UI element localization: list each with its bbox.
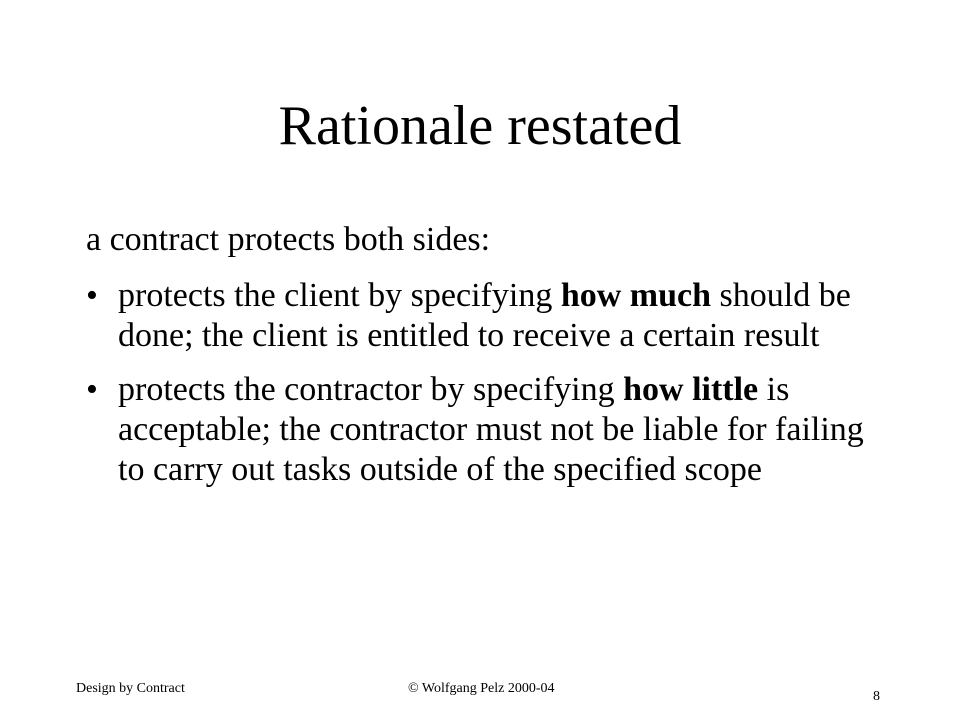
slide-content bbox=[86, 220, 886, 504]
bullet-emphasis: how little bbox=[623, 371, 759, 408]
bullet-dot-icon: • bbox=[86, 371, 98, 408]
footer-copyright: © Wolfgang Pelz 2000-04 bbox=[408, 681, 555, 696]
bullet-emphasis: how much bbox=[560, 277, 712, 314]
bullet-text-before: protects the client by specifying bbox=[118, 277, 561, 314]
bullet-item-client bbox=[86, 276, 886, 356]
bullet-text-after: is acceptable; the contractor must not be liable for failing to carry out tasks outside of the specified scope bbox=[118, 371, 864, 488]
bullet-list bbox=[86, 276, 886, 490]
intro-text: a contract protects both sides: bbox=[86, 221, 491, 258]
bullet-text-before: protects the contractor by specifying bbox=[118, 371, 624, 408]
footer-course-title: Design by Contract bbox=[76, 681, 185, 696]
bullet-dot-icon: • bbox=[86, 277, 98, 314]
bullet-text-after: should be done; the client is entitled to receive a certain result bbox=[118, 277, 851, 354]
slide-title: Rationale restated bbox=[278, 95, 682, 157]
bullet-item-contractor bbox=[86, 370, 886, 490]
page-number: 8 bbox=[873, 689, 880, 704]
